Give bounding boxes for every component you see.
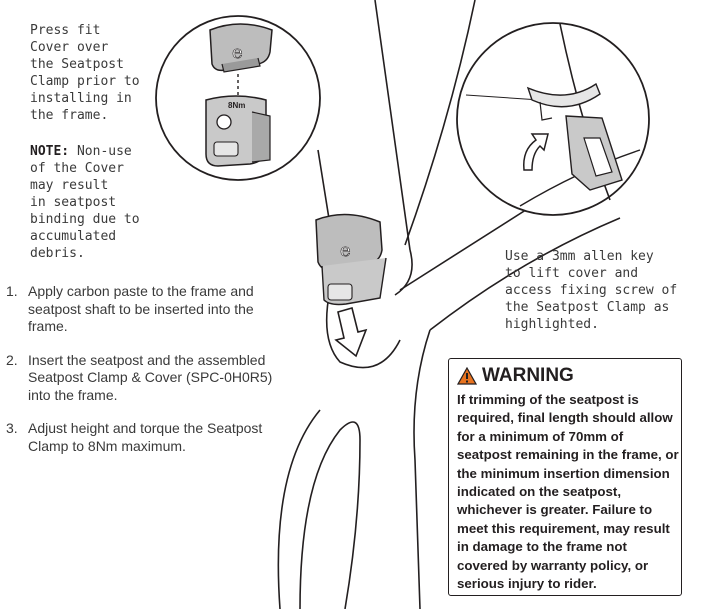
svg-text:8Nm: 8Nm	[228, 101, 246, 110]
warning-text: If trimming of the seatpost is required, final length should allow for a minimum of 70mm of seatpost remaining in the frame, or the minimum insertion dimension indicated on the seatpost, whichever is greater. Failure to meet this requirement, may result in damage to the frame not covered by warranty policy, or serious injury to rider.	[457, 392, 679, 592]
svg-text:e: e	[232, 42, 243, 63]
step-text: Apply carbon paste to the frame and seatpost shaft to be inserted into the frame.	[28, 283, 254, 334]
insert-arrow	[336, 308, 366, 356]
warning-title: WARNING	[482, 365, 574, 386]
cover-note	[30, 143, 170, 262]
seatpost-clamp	[316, 214, 386, 304]
installation-steps	[6, 283, 276, 471]
note-text: Non-use of the Cover may result in seatpost binding due to accumulated debris.	[30, 144, 140, 261]
list-item	[6, 420, 276, 455]
detail-circle-allen	[457, 23, 649, 215]
warning-header	[457, 365, 681, 387]
step-text: Insert the seatpost and the assembled Seatpost Clamp & Cover (SPC-0H0R5) into the frame.	[28, 351, 273, 403]
step-number: 2.	[6, 351, 18, 368]
list-item	[6, 283, 276, 336]
warning-triangle-icon	[457, 367, 477, 385]
warning-box	[448, 358, 682, 596]
note-label: NOTE:	[30, 144, 70, 159]
detail-circle-cover	[156, 16, 320, 180]
press-fit-note: Press fit Cover over the Seatpost Clamp prior to installing in the frame.	[30, 23, 140, 123]
step-text: Adjust height and torque the Seatpost Clamp to 8Nm maximum.	[28, 420, 263, 454]
list-item	[6, 352, 276, 405]
svg-text:e: e	[340, 240, 351, 261]
step-number: 3.	[6, 420, 18, 436]
allen-key-note: Use a 3mm allen key to lift cover and access fixing screw of the Seatpost Clamp as highlighted.	[505, 249, 678, 332]
step-number: 1.	[6, 283, 18, 299]
